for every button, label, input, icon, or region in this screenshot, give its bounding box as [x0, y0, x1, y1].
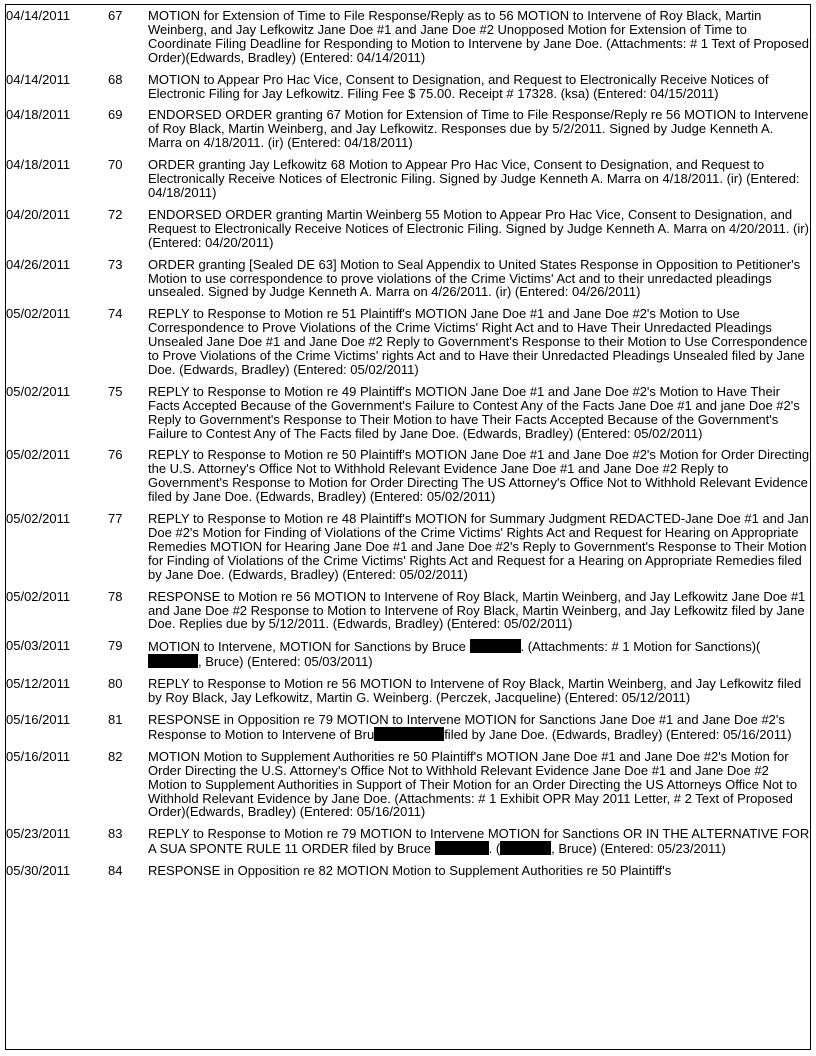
entry-date: 05/03/2011	[6, 638, 71, 654]
entry-date: 05/16/2011	[6, 711, 71, 727]
entry-text: MOTION to Appear Pro Hac Vice, Consent to Designation, and Request to Electronically Receive Notices of Electronic Filing for Jay Lefkowitz. Filing Fee $ 75.00. Receipt # 17328. (ksa) (Entered: 04/15/2011)	[148, 71, 769, 101]
redaction-bar	[470, 639, 521, 653]
docket-entry	[6, 590, 810, 640]
entry-number: 73	[108, 256, 123, 272]
entry-date: 04/14/2011	[6, 71, 71, 87]
entry-date: 05/02/2011	[6, 588, 71, 604]
entry-number: 72	[108, 206, 123, 222]
docket-entry	[6, 5, 810, 73]
entry-number: 75	[108, 383, 123, 399]
entry-text: REPLY to Response to Motion re 56 MOTION to Intervene of Roy Black, Martin Weinberg, and Jay Lefkowitz filed by Roy Black, Jay Lefkowitz, Martin G. Weinberg. (Perczek, Jacqueline) (Entered: 05/12/2011)	[148, 676, 802, 706]
redaction-bar	[500, 841, 551, 855]
docket-entry	[6, 827, 810, 864]
entry-text: ENDORSED ORDER granting 67 Motion for Extension of Time to File Response/Reply re 56 MOTION to Intervene of Roy Black, Martin Weinberg, and Jay Lefkowitz. Responses due by 5/2/2011. Signed by Judge Kenneth A. Marra on 4/18/2011. (ir) (Entered: 04/18/2011)	[148, 107, 809, 151]
docket-entry	[6, 158, 810, 208]
entry-number: 82	[108, 748, 123, 764]
redaction-bar	[148, 654, 198, 668]
docket-entry	[6, 750, 810, 828]
entry-text-part: RESPONSE in Opposition re 79 MOTION to Intervene MOTION for Sanctions Jane Doe #1 and Jane Doe #2's Response to Motion to Intervene of Bru	[148, 711, 785, 742]
docket-entry	[6, 864, 810, 886]
entry-number: 69	[108, 107, 123, 123]
entry-date: 04/18/2011	[6, 157, 71, 173]
entry-number: 68	[108, 71, 123, 87]
entry-number: 76	[108, 447, 123, 463]
entry-date: 04/18/2011	[6, 107, 71, 123]
entry-text	[148, 827, 810, 864]
redaction-bar	[435, 841, 489, 855]
docket-entry	[6, 512, 810, 590]
docket-table	[6, 5, 810, 886]
entry-text: ORDER granting Jay Lefkowitz 68 Motion to Appear Pro Hac Vice, Consent to Designation, and Request to Electronically Receive Notices of Electronic Filing. Signed by Judge Kenneth A. Marra on 4/18/2011. (ir) (Entered: 04/18/2011)	[148, 157, 800, 200]
docket-entry	[6, 73, 810, 109]
docket-page	[5, 4, 811, 1050]
docket-entry	[6, 108, 810, 158]
entry-text: ENDORSED ORDER granting Martin Weinberg 55 Motion to Appear Pro Hac Vice, Consent to Designation, and Request to Electronically Receive Notices of Electronic Filing. Signed by Judge Kenneth A. Marra on 4/20/2011. (ir) (Entered: 04/20/2011)	[148, 206, 809, 250]
entry-number: 70	[108, 157, 123, 173]
entry-text-part: . (	[488, 841, 501, 857]
entry-text	[148, 713, 810, 750]
entry-number: 78	[108, 588, 123, 604]
entry-date: 05/23/2011	[6, 826, 71, 842]
entry-date: 05/16/2011	[6, 748, 71, 764]
entry-date: 05/02/2011	[6, 306, 71, 322]
entry-text-part: MOTION to Intervene, MOTION for Sanctions by Bruce	[148, 639, 470, 655]
docket-entry	[6, 307, 810, 385]
entry-date: 05/02/2011	[6, 447, 71, 463]
entry-number: 74	[108, 306, 123, 322]
docket-entry	[6, 258, 810, 308]
entry-number: 67	[108, 8, 123, 23]
entry-date: 04/20/2011	[6, 206, 71, 222]
entry-date: 05/02/2011	[6, 383, 71, 399]
docket-entry	[6, 208, 810, 258]
entry-text: ORDER granting [Sealed DE 63] Motion to Seal Appendix to United States Response in Opposition to Petitioner's Motion to use correspondence to prove violations of the Crime Victims' Act and to their unredacted pleadings unsealed. Signed by Judge Kenneth A. Marra on 4/26/2011. (ir) (Entered: 04/26/2011)	[148, 256, 801, 300]
entry-text: REPLY to Response to Motion re 49 Plaintiff's MOTION Jane Doe #1 and Jane Doe #2's Motion to Have Their Facts Accepted Because of the Government's Failure to Contest Any of the Facts Jane Doe #1 and jane Doe #2's Reply to Government's Response to Their Motion to have Their Facts Accepted Because of the Government's Failure to Contest Any of The Facts filed by Jane Doe. (Edwards, Bradley) (Entered: 05/02/2011)	[148, 383, 800, 441]
entry-text: REPLY to Response to Motion re 48 Plaintiff's MOTION for Summary Judgment REDACTED-Jane Doe #1 and Jan Doe #2's Motion for Finding of Violations of the Crime Victims' Rights Act and Request for Hearing on Appropriate Remedies MOTION for Hearing Jane Doe #1 and Jane Doe #2's Reply to Government's Response to Their Motion for Finding of Violations of the Crime Victims' Rights Act and Request for a Hearing on Appropriate Remedies filed by Jane Doe. (Edwards, Bradley) (Entered: 05/02/2011)	[148, 511, 809, 582]
entry-number: 77	[108, 511, 123, 527]
entry-date: 05/02/2011	[6, 511, 71, 527]
entry-text-part: REPLY to Response to Motion re 79 MOTION to Intervene MOTION for Sanctions OR IN THE ALTERNATIVE FOR A SUA SPONTE RULE 11 ORDER filed by Bruce	[148, 826, 810, 857]
redaction-bar	[374, 727, 444, 741]
entry-number: 84	[108, 863, 123, 879]
docket-entry	[6, 677, 810, 713]
entry-date: 04/14/2011	[6, 8, 71, 23]
entry-number: 80	[108, 676, 123, 692]
entry-date: 04/26/2011	[6, 256, 71, 272]
entry-text-part: , Bruce) (Entered: 05/03/2011)	[198, 654, 373, 670]
entry-number: 81	[108, 711, 123, 727]
entry-text-part: . (Attachments: # 1 Motion for Sanctions)(	[520, 639, 761, 655]
docket-entry	[6, 713, 810, 750]
entry-text-part: , Bruce) (Entered: 05/23/2011)	[551, 841, 726, 857]
entry-text: REPLY to Response to Motion re 51 Plaintiff's MOTION Jane Doe #1 and Jane Doe #2's Motion to Use Correspondence to Prove Violations of the Crime Victims' Right Act and to Have Their Unredacted Pleadings Unsealed Jane Doe #1 and Jane Doe #2 Reply to Government's Response to their Motion to Use Correspondence to Prove Violations of the Crime Victims' rights Act and to Have their Unredacted Pleadings Unsealed filed by Jane Doe. (Edwards, Bradley) (Entered: 05/02/2011)	[148, 306, 808, 377]
entry-text: MOTION Motion to Supplement Authorities re 50 Plaintiff's MOTION Jane Doe #1 and Jane Doe #2's Motion for Order Directing the U.S. Attorney's Office Not to Withhold Relevant Evidence Jane Doe #1 and Jane Doe #2 Motion to Supplement Authorities in Support of Their Motion for an Order Directing the US Attorneys Office Not to Withhold Relevant Evidence by Jane Doe. (Attachments: # 1 Exhibit OPR May 2011 Letter, # 2 Text of Proposed Order)(Edwards, Bradley) (Entered: 05/16/2011)	[148, 748, 798, 820]
entry-text: MOTION for Extension of Time to File Response/Reply as to 56 MOTION to Intervene of Roy Black, Martin Weinberg, and Jay Lefkowitz Jane Doe #1 and Jane Doe #2 Unopposed Motion for Extension of Time to Coordinate Filing Deadline for Responding to Motion to Intervene by Jane Doe. (Attachments: # 1 Text of Proposed Order)(Edwards, Bradley) (Entered: 04/14/2011)	[148, 8, 809, 65]
entry-text: REPLY to Response to Motion re 50 Plaintiff's MOTION Jane Doe #1 and Jane Doe #2's Motion for Order Directing the U.S. Attorney's Office Not to Withhold Relevant Evidence Jane Doe #1 and Jane Doe #2 Reply to Government's Response to Motion for Order Directing The US Attorney's Office Not to Withhold Relevant Evidence filed by Jane Doe. (Edwards, Bradley) (Entered: 05/02/2011)	[148, 447, 810, 505]
entry-text	[148, 639, 810, 677]
entry-text-part: filed by Jane Doe. (Edwards, Bradley) (Entered: 05/16/2011)	[444, 726, 792, 742]
entry-date: 05/12/2011	[6, 676, 71, 692]
docket-entry	[6, 639, 810, 677]
entry-text: RESPONSE to Motion re 56 MOTION to Intervene of Roy Black, Martin Weinberg, and Jay Lefkowitz Jane Doe #1 and Jane Doe #2 Response to Motion to Intervene of Roy Black, Martin Weinberg, and Jay Lefkowitz filed by Jane Doe. Replies due by 5/12/2011. (Edwards, Bradley) (Entered: 05/02/2011)	[148, 588, 806, 632]
entry-date: 05/30/2011	[6, 863, 71, 879]
entry-number: 83	[108, 826, 123, 842]
docket-entry	[6, 448, 810, 512]
entry-number: 79	[108, 638, 123, 654]
entry-text: RESPONSE in Opposition re 82 MOTION Motion to Supplement Authorities re 50 Plaintiff's	[148, 863, 672, 879]
docket-entry	[6, 385, 810, 449]
